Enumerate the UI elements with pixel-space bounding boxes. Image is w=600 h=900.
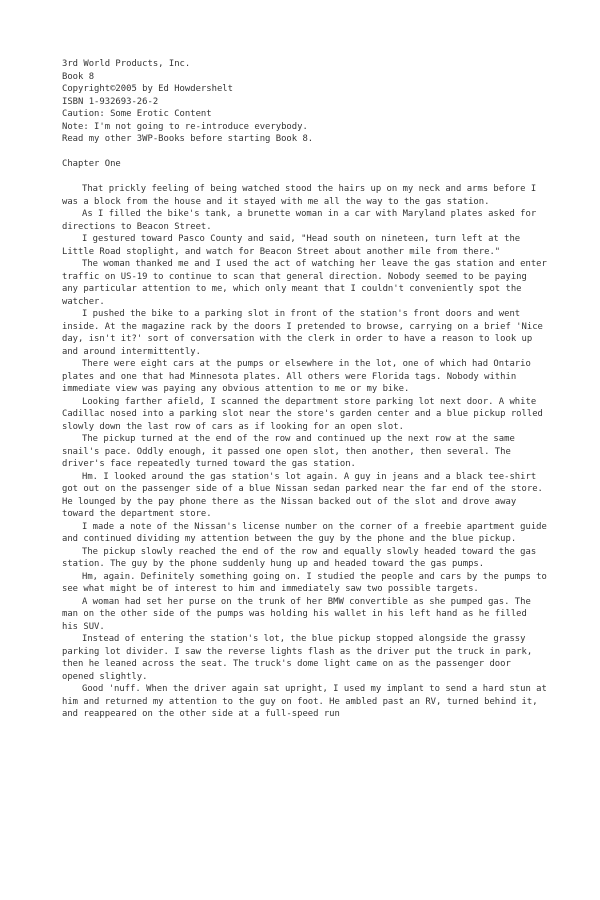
paragraph: I gestured toward Pasco County and said, "Head south on nineteen, turn left at the Little Road stoplight, and watch for Beacon Street about another mile from there." (62, 234, 521, 257)
paragraph: The pickup slowly reached the end of the row and equally slowly headed toward the gas station. The guy by the phone suddenly hung up and headed toward the gas pumps. (62, 546, 537, 569)
paragraph: A woman had set her purse on the trunk of her BMW convertible as she pumped gas. The man on the other side of the pumps was holding his wallet in his left hand as he filled his SUV. (62, 596, 531, 632)
isbn-line: ISBN 1-932693-26-2 (62, 96, 159, 107)
chapter-body (62, 183, 548, 721)
paragraph: I pushed the bike to a parking slot in front of the station's front doors and went inside. At the magazine rack by the doors I pretended to browse, carrying on a brief 'Nice day, isn't it?' sort of conversation with the clerk in order to have a reason to look up and around intermittently. (62, 309, 543, 357)
paragraph: As I filled the bike's tank, a brunette woman in a car with Maryland plates asked for directions to Beacon Street. (62, 209, 537, 232)
paragraph: Hm. I looked around the gas station's lot again. A guy in jeans and a black tee-shirt got out on the passenger side of a blue Nissan sedan parked near the far end of the store. He lounged by the pay phone there as the Nissan backed out of the slot and drove away toward the department store. (62, 471, 543, 519)
publisher-line: 3rd World Products, Inc. (62, 59, 191, 69)
copyright-line: Copyright©2005 by Ed Howdershelt (62, 84, 233, 94)
paragraph: The pickup turned at the end of the row and continued up the next row at the same snail's pace. Oddly enough, it passed one open slot, then another, then several. The driver's face repeatedly turned toward the gas station. (62, 434, 515, 469)
paragraph: There were eight cars at the pumps or elsewhere in the lot, one of which had Ontario plates and one that had Minnesota plates. All others were Florida tags. Nobody within immediate view was paying any obvious attention to me or my bike. (62, 359, 531, 394)
reading-note-line: Read my other 3WP-Books before starting Book 8. (62, 134, 314, 144)
paragraph: Looking farther afield, I scanned the department store parking lot next door. A white Cadillac nosed into a parking slot near the store's garden center and a blue pickup rolled slowly down the last row of cars as if looking for an open slot. (62, 396, 543, 432)
paragraph: Good 'nuff. When the driver again sat upright, I used my implant to send a hard stun at him and returned my attention to the guy on foot. He ambled past an RV, turned behind it, and reappeared on the other side at a full-speed run (62, 684, 547, 719)
paragraph: Instead of entering the station's lot, the blue pickup stopped alongside the grassy parking lot divider. I saw the reverse lights flash as the driver put the truck in park, then he leaned across the seat. The truck's dome light came on as the passenger door opened slightly. (62, 634, 533, 682)
paragraph: I made a note of the Nissan's license number on the corner of a freebie apartment guide and continued dividing my attention between the guy by the phone and the blue pickup. (62, 521, 547, 544)
paragraph: That prickly feeling of being watched stood the hairs up on my neck and arms before I was a block from the house and it stayed with me all the way to the gas station. (62, 184, 537, 207)
note-line: Note: I'm not going to re-introduce everybody. (62, 121, 308, 132)
paragraph: Hm, again. Definitely something going on. I studied the people and cars by the pumps to see what might be of interest to him and immediately saw two possible targets. (62, 571, 547, 594)
chapter-title: Chapter One (62, 159, 121, 169)
caution-line: Caution: Some Erotic Content (62, 109, 212, 119)
paragraph: The woman thanked me and I used the act of watching her leave the gas station and enter traffic on US-19 to continue to scan that general direction. Nobody seemed to be paying any particular attention to me, which only meant that I couldn't conveniently spot the watcher. (62, 259, 547, 307)
book-number-line: Book 8 (62, 71, 95, 82)
book-header (62, 58, 548, 146)
